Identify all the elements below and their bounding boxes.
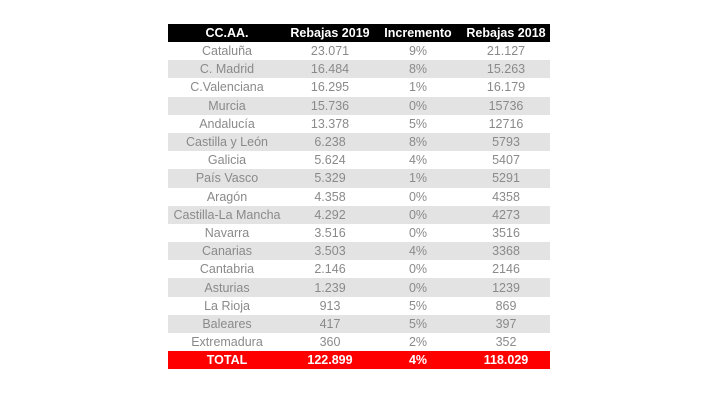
cell-rebajas-2018: 5407 (462, 151, 550, 169)
table-row (168, 242, 550, 260)
table-row (168, 151, 550, 169)
cell-rebajas-2019: 2.146 (286, 260, 374, 278)
cell-incremento: 4% (374, 151, 462, 169)
cell-rebajas-2018: 4273 (462, 206, 550, 224)
cell-incremento: 8% (374, 60, 462, 78)
total-incremento: 4% (374, 351, 462, 369)
cell-rebajas-2019: 16.295 (286, 78, 374, 96)
cell-rebajas-2018: 352 (462, 333, 550, 351)
table-footer (168, 351, 550, 369)
cell-rebajas-2018: 1239 (462, 278, 550, 296)
cell-rebajas-2019: 360 (286, 333, 374, 351)
rebajas-table-container (168, 24, 550, 369)
cell-incremento: 0% (374, 188, 462, 206)
cell-ccaa: C. Madrid (168, 60, 286, 78)
header-rebajas-2018: Rebajas 2018 (462, 24, 550, 42)
cell-rebajas-2018: 5793 (462, 133, 550, 151)
cell-incremento: 1% (374, 169, 462, 187)
cell-rebajas-2019: 23.071 (286, 42, 374, 60)
cell-rebajas-2018: 397 (462, 315, 550, 333)
cell-rebajas-2019: 913 (286, 297, 374, 315)
cell-rebajas-2019: 1.239 (286, 278, 374, 296)
cell-ccaa: Andalucía (168, 115, 286, 133)
cell-incremento: 0% (374, 260, 462, 278)
table-row (168, 278, 550, 296)
cell-incremento: 2% (374, 333, 462, 351)
cell-ccaa: País Vasco (168, 169, 286, 187)
table-row (168, 60, 550, 78)
cell-rebajas-2018: 15736 (462, 97, 550, 115)
table-row (168, 260, 550, 278)
cell-rebajas-2019: 4.358 (286, 188, 374, 206)
cell-rebajas-2018: 15.263 (462, 60, 550, 78)
cell-rebajas-2018: 3516 (462, 224, 550, 242)
cell-ccaa: Murcia (168, 97, 286, 115)
cell-incremento: 4% (374, 242, 462, 260)
cell-ccaa: Asturias (168, 278, 286, 296)
cell-ccaa: Cataluña (168, 42, 286, 60)
cell-ccaa: C.Valenciana (168, 78, 286, 96)
table-row (168, 333, 550, 351)
total-rebajas-2019: 122.899 (286, 351, 374, 369)
total-row (168, 351, 550, 369)
cell-rebajas-2018: 3368 (462, 242, 550, 260)
cell-rebajas-2019: 3.503 (286, 242, 374, 260)
table-row (168, 315, 550, 333)
header-row (168, 24, 550, 42)
total-label: TOTAL (168, 351, 286, 369)
cell-rebajas-2018: 16.179 (462, 78, 550, 96)
cell-incremento: 0% (374, 206, 462, 224)
table-row (168, 224, 550, 242)
table-row (168, 97, 550, 115)
cell-ccaa: Cantabria (168, 260, 286, 278)
cell-incremento: 9% (374, 42, 462, 60)
table-row (168, 297, 550, 315)
table-body (168, 42, 550, 351)
cell-incremento: 5% (374, 115, 462, 133)
cell-rebajas-2019: 13.378 (286, 115, 374, 133)
cell-ccaa: Canarias (168, 242, 286, 260)
cell-rebajas-2019: 15.736 (286, 97, 374, 115)
cell-incremento: 0% (374, 97, 462, 115)
cell-incremento: 0% (374, 224, 462, 242)
cell-ccaa: Navarra (168, 224, 286, 242)
cell-ccaa: Baleares (168, 315, 286, 333)
header-incremento: Incremento (374, 24, 462, 42)
cell-rebajas-2018: 4358 (462, 188, 550, 206)
rebajas-table (168, 24, 550, 369)
cell-rebajas-2019: 6.238 (286, 133, 374, 151)
cell-ccaa: Galicia (168, 151, 286, 169)
table-row (168, 115, 550, 133)
cell-rebajas-2019: 5.329 (286, 169, 374, 187)
header-rebajas-2019: Rebajas 2019 (286, 24, 374, 42)
total-rebajas-2018: 118.029 (462, 351, 550, 369)
cell-rebajas-2018: 869 (462, 297, 550, 315)
cell-rebajas-2019: 5.624 (286, 151, 374, 169)
cell-incremento: 0% (374, 278, 462, 296)
cell-rebajas-2019: 4.292 (286, 206, 374, 224)
cell-ccaa: Castilla-La Mancha (168, 206, 286, 224)
cell-rebajas-2018: 12716 (462, 115, 550, 133)
cell-rebajas-2019: 16.484 (286, 60, 374, 78)
table-row (168, 188, 550, 206)
cell-ccaa: Castilla y León (168, 133, 286, 151)
table-row (168, 133, 550, 151)
header-ccaa: CC.AA. (168, 24, 286, 42)
cell-incremento: 5% (374, 297, 462, 315)
table-header (168, 24, 550, 42)
cell-rebajas-2018: 5291 (462, 169, 550, 187)
table-row (168, 206, 550, 224)
cell-incremento: 1% (374, 78, 462, 96)
cell-ccaa: Extremadura (168, 333, 286, 351)
cell-ccaa: La Rioja (168, 297, 286, 315)
cell-incremento: 8% (374, 133, 462, 151)
table-row (168, 42, 550, 60)
cell-rebajas-2019: 417 (286, 315, 374, 333)
table-row (168, 78, 550, 96)
cell-ccaa: Aragón (168, 188, 286, 206)
cell-rebajas-2019: 3.516 (286, 224, 374, 242)
table-row (168, 169, 550, 187)
cell-incremento: 5% (374, 315, 462, 333)
cell-rebajas-2018: 21.127 (462, 42, 550, 60)
cell-rebajas-2018: 2146 (462, 260, 550, 278)
